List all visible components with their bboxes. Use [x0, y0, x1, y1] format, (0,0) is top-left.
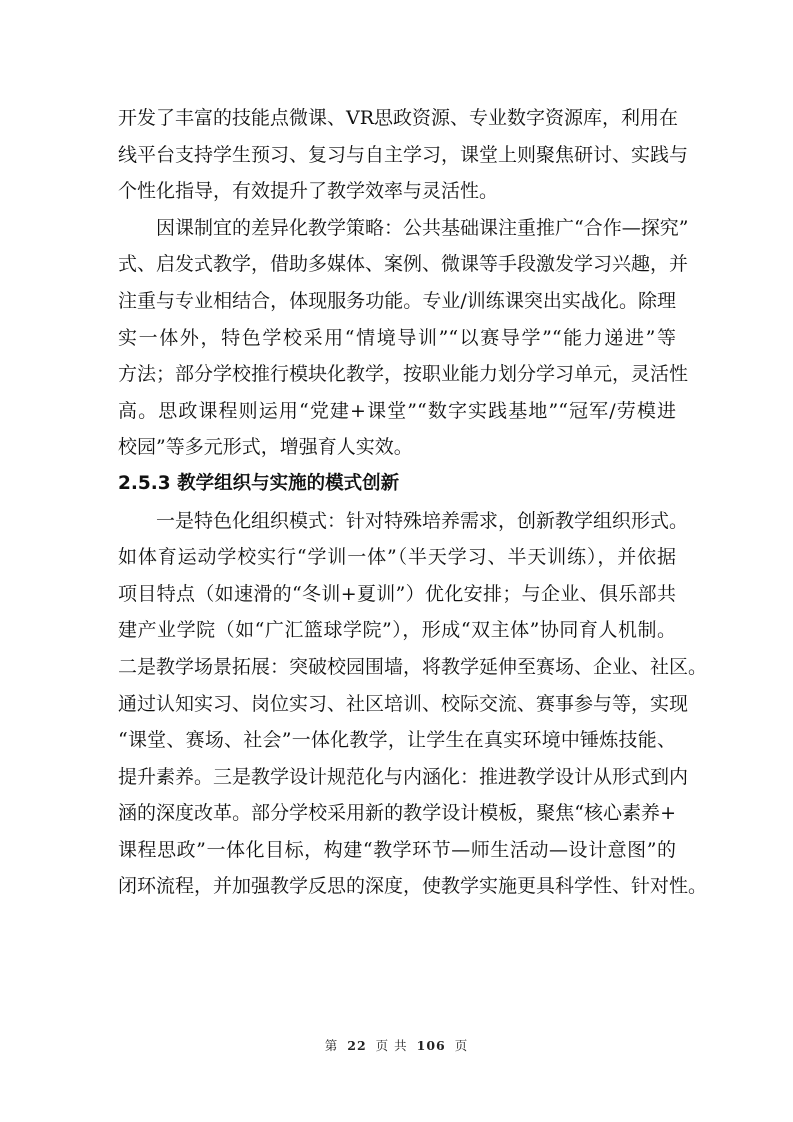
text-line: 提升素养。三是教学设计规范化与内涵化：推进教学设计从形式到内 — [118, 765, 689, 788]
text-line: 实一体外，特色学校采用“情境导训”“以赛导学”“能力递进”等 — [118, 326, 676, 349]
text-line: 通过认知实习、岗位实习、社区培训、校际交流、赛事参与等，实现 — [118, 692, 689, 715]
paragraph-organization-modes — [118, 503, 708, 906]
text-line: “课堂、赛场、社会”一体化教学，让学生在真实环境中锤炼技能、 — [118, 729, 676, 752]
text-line: 式、启发式教学，借助多媒体、案例、微课等手段激发学习兴趣，并 — [118, 253, 689, 276]
page-footer — [0, 1036, 793, 1054]
text-line: 线平台支持学生预习、复习与自主学习，课堂上则聚焦研讨、实践与 — [118, 143, 689, 166]
section-heading: 2.5.3 教学组织与实施的模式创新 — [118, 472, 400, 494]
text-line: 因课制宜的差异化教学策略：公共基础课注重推广“合作—探究” — [118, 216, 689, 239]
current-page-number: 22 — [347, 1038, 367, 1053]
text-line: 如体育运动学校实行“学训一体”（半天学习、半天训练），并依据 — [118, 546, 676, 569]
footer-prefix: 第 — [324, 1038, 339, 1053]
text-line: 闭环流程，并加强教学反思的深度，使教学实施更具科学性、针对性。 — [118, 875, 708, 898]
paragraph-teaching-strategy — [118, 210, 689, 466]
text-line: 课程思政”一体化目标，构建“教学环节—师生活动—设计意图”的 — [118, 838, 676, 861]
footer-middle: 页 共 — [375, 1038, 408, 1053]
text-line: 开发了丰富的技能点微课、VR思政资源、专业数字资源库，利用在 — [118, 107, 679, 129]
text-line: 一是特色化组织模式：针对特殊培养需求，创新教学组织形式。 — [118, 509, 689, 532]
total-page-count: 106 — [416, 1038, 446, 1053]
text-line: 建产业学院（如“广汇篮球学院”），形成“双主体”协同育人机制。 — [118, 619, 676, 642]
text-line: 项目特点（如速滑的“冬训+夏训”）优化安排；与企业、俱乐部共 — [118, 582, 676, 605]
text-line: 涵的深度改革。部分学校采用新的教学设计模板，聚焦“核心素养+ — [118, 802, 676, 825]
text-line: 校园”等多元形式，增强育人实效。 — [118, 436, 413, 459]
page-content — [118, 100, 708, 905]
text-line: 高。思政课程则运用“党建+课堂”“数字实践基地”“冠军/劳模进 — [118, 399, 676, 422]
text-line: 注重与专业相结合，体现服务功能。专业/训练课突出实战化。除理 — [118, 289, 676, 312]
paragraph-intro — [118, 100, 689, 210]
text-line: 方法；部分学校推行模块化教学，按职业能力划分学习单元，灵活性 — [118, 363, 689, 386]
footer-suffix: 页 — [454, 1038, 469, 1053]
text-line: 个性化指导，有效提升了教学效率与灵活性。 — [118, 180, 499, 203]
text-line: 二是教学场景拓展：突破校园围墙，将教学延伸至赛场、企业、社区。 — [118, 655, 708, 678]
